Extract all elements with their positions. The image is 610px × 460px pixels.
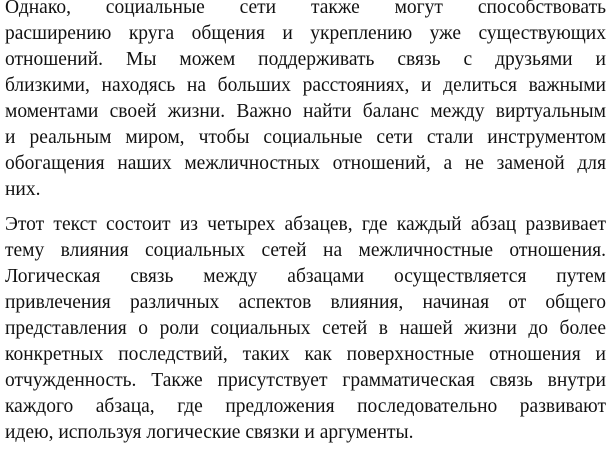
text-line: и реальным миром, чтобы социальные сети стали инструментом [5,127,606,148]
text-line: отчужденность. Также присутствует грамматическая связь внутри [5,370,606,391]
text-line: Однако, социальные сети также могут способствовать [5,0,606,18]
text-line: идею, используя логические связки и аргументы. [5,422,414,443]
text-line: Этот текст состоит из четырех абзацев, где каждый абзац развивает [5,214,606,235]
text-line: расширению круга общения и укреплению уже существующих [5,23,606,44]
paragraph-1 [5,0,606,203]
text-line: близкими, находясь на больших расстояниях, и делиться важными [5,75,606,96]
paragraph-2 [5,212,606,446]
text-line: них. [5,179,41,200]
text-line: представления о роли социальных сетей в нашей жизни до более [5,318,606,339]
text-line: каждого абзаца, где предложения последовательно развивают [5,396,606,417]
text-line: привлечения различных аспектов влияния, начиная от общего [5,292,606,313]
text-line: Логическая связь между абзацами осуществляется путем [5,266,606,287]
text-line: тему влияния социальных сетей на межличностные отношения. [5,240,606,261]
text-line: моментами своей жизни. Важно найти баланс между виртуальным [5,101,606,122]
text-line: конкретных последствий, таких как поверхностные отношения и [5,344,606,365]
text-line: отношений. Мы можем поддерживать связь с друзьями и [5,49,606,70]
text-line: обогащения наших межличностных отношений, а не заменой для [5,153,606,174]
